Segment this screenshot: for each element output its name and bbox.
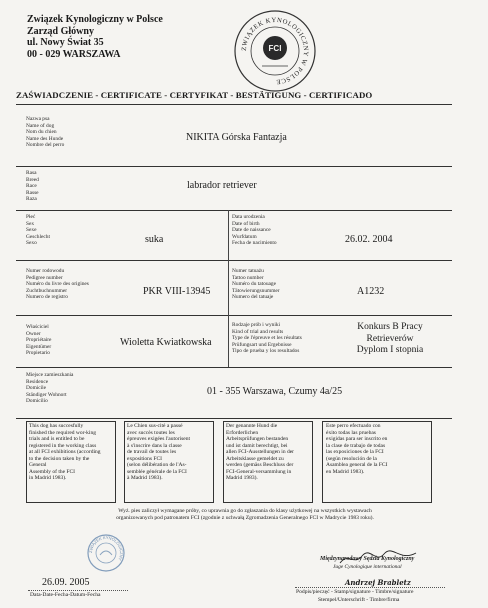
polish-note-line-1: Wyż. pies zaliczył wymagane próby, co uprawnia go do zgłaszania do klasy użytkowej na wszystkich wystawach <box>118 508 372 514</box>
residence-labels: Miejsce zamieszkania Residence Domicile Ständiger Wohnort Domicilio <box>26 372 74 405</box>
date-labels: Data-Date-Fecha-Datum-Fecha <box>30 592 101 598</box>
dob-value: 26.02. 2004 <box>345 234 393 245</box>
organization-address <box>27 14 163 60</box>
paragraph-es: Este perro efectuado con éxito todas las pruebas exigidas para ser inscrito en la clase de trabajo de todas las exposiciones de la FCI (según resolución de la Asamblea general de la FCI en Madrid 1983). <box>326 423 388 475</box>
dog-name-value: NIKITA Górska Fantazja <box>186 132 287 143</box>
tattoo-labels: Numer tatuażu Tattoo number Numéro du tatouage Tätowierungsnummer Numero del tatuaje <box>232 268 280 301</box>
seal-ring-text: ZWIĄZEK KYNOLOGICZNY W POLSCE <box>240 16 310 86</box>
trial-results <box>340 322 440 357</box>
issue-date: 26.09. 2005 <box>42 577 90 588</box>
judge-stamp-line-2: Juge Cynologique international <box>333 564 402 570</box>
pedigree-value: PKR VIII-13945 <box>143 286 211 297</box>
polish-note <box>40 508 450 522</box>
round-stamp-text: ZWIĄZEK KYNOLOGICZNY <box>87 534 125 562</box>
judge-name: Andrzej Brabletz <box>345 578 411 587</box>
round-club-stamp <box>86 533 126 573</box>
polish-note-line-2: organizowanych pod patronatem FCI (zgodnie z uchwałą Zgromadzenia Generalnego FCI w Madrycie 1983 roku). <box>116 515 374 521</box>
zkwp-seal-stamp <box>232 8 318 94</box>
org-line-3: ul. Nowy Świat 35 <box>27 37 104 48</box>
breed-labels: Rasa Breed Race Rasse Raza <box>26 170 39 203</box>
signature-labels-2: Stempel/Unterschrift - Timbre/firma <box>318 597 400 603</box>
dog-name-labels: Nazwa psa Name of dog Nom du chien Name des Hunde Nombre del perro <box>26 116 65 149</box>
judge-stamp-line-1: Międzynarodowy Sędzia Kynologiczny <box>320 556 415 562</box>
certificate-title: ZAŚWIADCZENIE - CERTIFICATE - CERTYFIKAT - BESTÄTIGUNG - CERTIFICADO <box>16 90 373 100</box>
paragraph-en: This dog has succesfully finished the required wor-king trials and is entitled to be registered in the working class at all FCI exhibitions (according to the decision taken by the General Assembly of the FCI in Madrid 1983). <box>29 423 101 481</box>
paragraph-de: Der genannte Hund die Erforderlichen Arbeitsprüfungen bestanden und ist damit berechtigt, bei allen FCI-Ausstellungen in der Arbeitsklasse gemeldet zu werden (gemäss Beschluss der FCI-General-versammlung in Madrid 1983). <box>226 423 294 481</box>
signature-labels-1: Podpis/pieczęć - Stamp/signature - Timbre/signature <box>296 589 414 595</box>
svg-text:ZWIĄZEK KYNOLOGICZNY <box>88 535 124 562</box>
owner-labels: Właściciel Owner Propriétaire Eigentümer Propietario <box>26 324 52 357</box>
org-line-2: Zarząd Główny <box>27 25 94 37</box>
title-rule <box>16 104 452 105</box>
org-line-4: 00 - 029 WARSZAWA <box>27 48 121 60</box>
paragraph-fr: Le Chien sus-cité a passé avec succès toutes les épreuves exigées l'autorisent à s'inscrire dans la classe de travail de toutes les expositions FCI (selon délibération de l'As- semblée générale de la FCI à Madrid 1983). <box>127 423 190 481</box>
seal-badge-text: FCI <box>268 44 282 53</box>
dob-labels: Data urodzenia Date of birth Date de naissance Wurfdatum Fecha de nacimiento <box>232 214 277 247</box>
trial-labels: Rodzaje prób i wyniki Kind of trial and results Type de l'épreuve et les résultats Prüfungsart und Ergebnisse Tipo de prueba y los resultados <box>232 322 302 355</box>
trial-result-line-1: Konkurs B Pracy <box>357 322 423 332</box>
breed-value: labrador retriever <box>187 180 257 191</box>
sex-value: suka <box>145 234 164 245</box>
org-line-1: Związek Kynologiczny w Polsce <box>27 14 163 25</box>
trial-result-line-2: Retrieverów <box>366 333 414 344</box>
tattoo-value: A1232 <box>357 286 385 297</box>
owner-value: Wioletta Kwiatkowska <box>120 337 212 348</box>
pedigree-labels: Numer rodowodu Pedigree number Numéro du livre des origines Zuchtbuchnummer Numero de registro <box>26 268 89 301</box>
signature-scribble <box>338 548 418 568</box>
residence-value: 01 - 355 Warszawa, Czumy 4a/25 <box>207 386 343 397</box>
trial-result-line-3: Dyplom I stopnia <box>356 345 424 355</box>
sex-labels: Płeć Sex Sexe Geschlecht Sexo <box>26 214 50 247</box>
